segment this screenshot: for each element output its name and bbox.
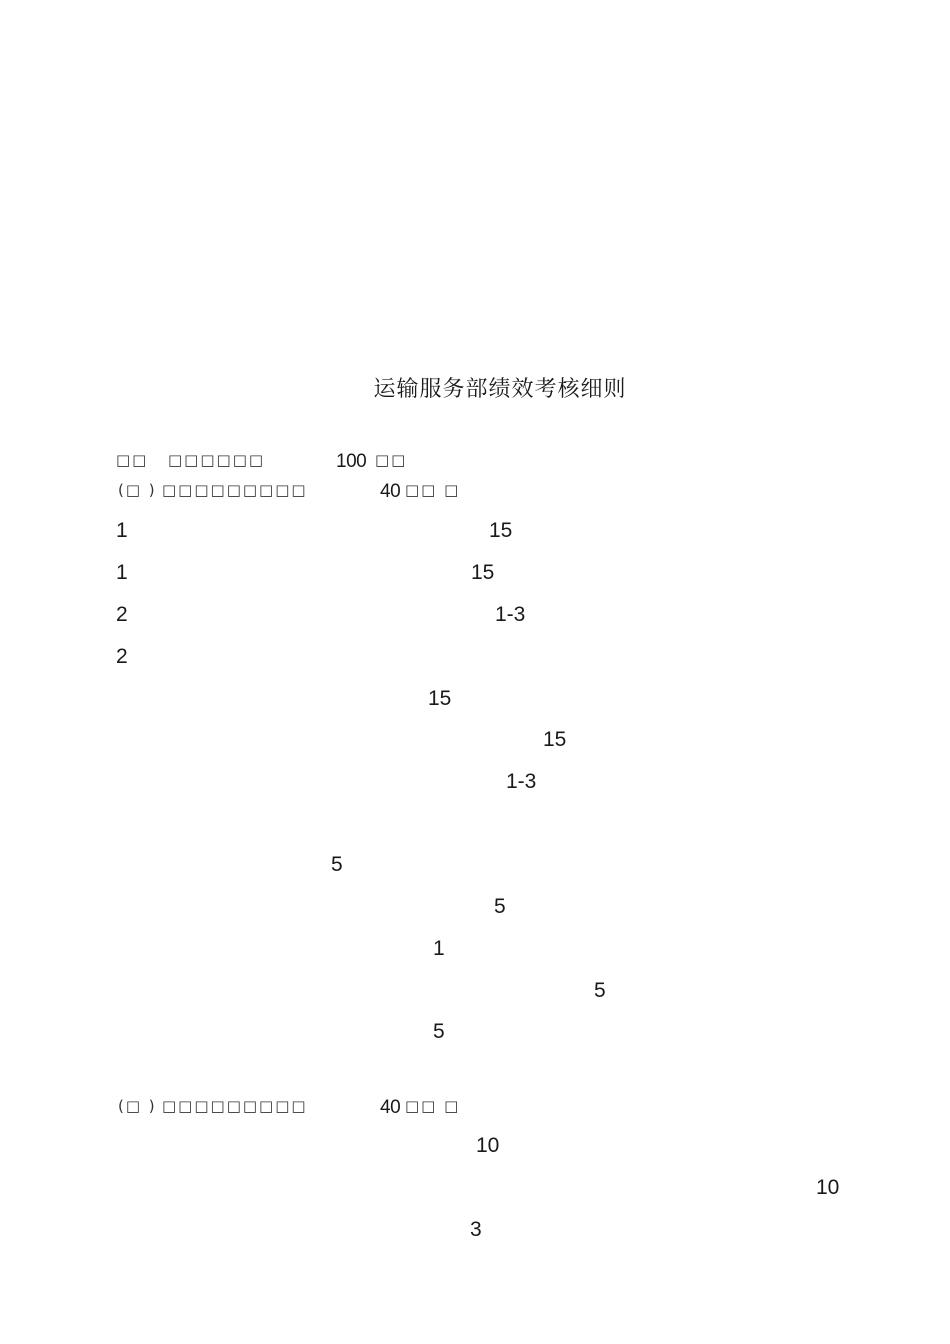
row-12-value: 5 [433, 1020, 445, 1043]
header-1-label: □□□□□□ [168, 451, 266, 469]
section2-row-3-value: 3 [470, 1218, 482, 1241]
section2-row-2-value: 10 [816, 1176, 840, 1199]
row-9-value: 5 [494, 895, 506, 918]
section2-value: 40 [380, 1097, 401, 1118]
document-title: 运输服务部绩效考核细则 [373, 377, 627, 402]
row-3-value: 1-3 [495, 603, 526, 626]
header-1-value: 100 [336, 451, 367, 472]
row-2-value: 15 [471, 561, 495, 584]
header-2-value: 40 [380, 481, 401, 502]
header-2-suffix: □□ □ [405, 481, 461, 499]
row-10-value: 1 [433, 937, 445, 960]
header-1-prefix: □□ [116, 451, 149, 469]
header-1-suffix: □□ [375, 451, 408, 469]
row-2-index: 1 [116, 561, 128, 584]
section2-suffix: □□ □ [405, 1097, 461, 1115]
row-6-value: 15 [543, 728, 567, 751]
section2-label: □□□□□□□□□ [162, 1097, 308, 1115]
row-1-value: 15 [489, 519, 513, 542]
row-8-value: 5 [331, 853, 343, 876]
row-1-index: 1 [116, 519, 128, 542]
row-4-index: 2 [116, 645, 128, 668]
row-5-value: 15 [428, 687, 452, 710]
row-11-value: 5 [594, 979, 606, 1002]
header-2-label: □□□□□□□□□ [162, 481, 308, 499]
row-7-value: 1-3 [506, 770, 537, 793]
row-3-index: 2 [116, 603, 128, 626]
section2-row-1-value: 10 [476, 1134, 500, 1157]
header-2-prefix: (□ ) [118, 481, 157, 499]
section2-prefix: (□ ) [118, 1097, 157, 1115]
